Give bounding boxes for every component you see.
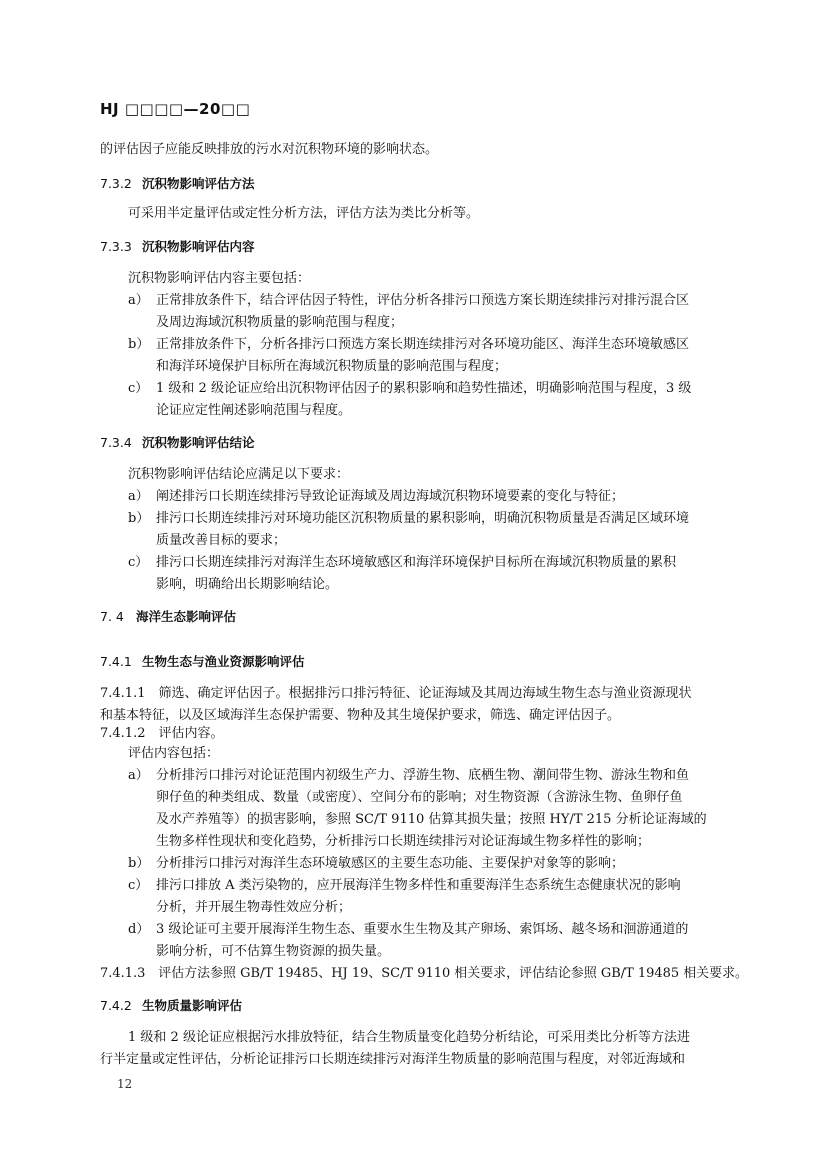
heading-7-3-3 bbox=[100, 238, 255, 256]
standard-code-header: HJ □□□□—20□□ bbox=[100, 100, 251, 118]
heading-title: 生物质量影响评估 bbox=[142, 998, 243, 1013]
list-item-b: b） 分析排污口排污对海洋生态环境敏感区的主要生态功能、主要保护对象等的影响； bbox=[128, 856, 625, 871]
paragraph-7-4-2-cont: 行半定量或定性评估，分析论证排污口长期连续排污对海洋生物质量的影响范围与程度，对邻近海域和 bbox=[100, 1052, 686, 1067]
clause-7-4-1-2: 7.4.1.2 评估内容。 bbox=[100, 726, 224, 741]
heading-7-4-2 bbox=[100, 997, 242, 1015]
list-item-b: b） 排污口长期连续排污对环境功能区沉积物质量的累积影响，明确沉积物质量是否满足区域环境 bbox=[128, 511, 690, 526]
list-item-c-cont: 论证应定性阐述影响范围与程度。 bbox=[156, 403, 352, 418]
list-item-c-cont: 分析，并开展生物毒性效应分析； bbox=[156, 900, 352, 915]
heading-number: 7. 4 bbox=[100, 609, 124, 624]
list-label: c） bbox=[128, 878, 149, 893]
clause-7-4-1-1-cont: 和基本特征，以及区域海洋生态保护需要、物种及其生境保护要求，筛选、确定评估因子。 bbox=[100, 708, 621, 723]
heading-number: 7.4.1 bbox=[100, 654, 132, 669]
clause-7-4-1-3: 7.4.1.3 评估方法参照 GB/T 19485、HJ 19、SC/T 9110 相关要求，评估结论参照 GB/T 19485 相关要求。 bbox=[100, 966, 748, 981]
heading-number: 7.3.3 bbox=[100, 239, 132, 254]
list-item-c: c） 排污口长期连续排污对海洋生态环境敏感区和海洋环境保护目标所在海域沉积物质量的累积 bbox=[128, 555, 677, 570]
list-item-a-cont: 及周边海域沉积物质量的影响范围与程度； bbox=[156, 315, 404, 330]
list-item-a-cont: 生物多样性现状和变化趋势，分析排污口长期连续排污对论证海域生物多样性的影响； bbox=[156, 834, 651, 849]
list-item-a-cont: 卵仔鱼的种类组成、数量（或密度）、空间分布的影响；对生物资源（含游泳生物、鱼卵仔鱼 bbox=[156, 790, 683, 805]
list-lead: 评估内容包括： bbox=[128, 746, 220, 761]
list-item-a: a） 阐述排污口长期连续排污导致论证海域及周边海域沉积物环境要素的变化与特征； bbox=[128, 489, 625, 504]
heading-title: 生物生态与渔业资源影响评估 bbox=[142, 654, 305, 669]
list-item-c: c） 排污口排放 A 类污染物的，应开展海洋生物多样性和重要海洋生态系统生态健康状况的影响 bbox=[128, 878, 681, 893]
list-label: c） bbox=[128, 555, 149, 570]
list-item-a-cont: 及水产养殖等）的损害影响，参照 SC/T 9110 估算其损失量；按照 HY/T 215 分析论证海域的 bbox=[156, 812, 707, 827]
list-item-a: a） 正常排放条件下，结合评估因子特性，评估分析各排污口预选方案长期连续排污对排污混合区 bbox=[128, 293, 690, 308]
heading-7-3-4 bbox=[100, 434, 255, 452]
list-label: b） bbox=[128, 511, 150, 526]
list-label: a） bbox=[128, 489, 149, 504]
paragraph-7-3-2: 可采用半定量评估或定性分析方法，评估方法为类比分析等。 bbox=[128, 206, 480, 221]
list-item-b-cont: 和海洋环境保护目标所在海域沉积物质量的影响范围与程度； bbox=[156, 359, 508, 374]
list-label: a） bbox=[128, 768, 149, 783]
heading-number: 7.3.4 bbox=[100, 435, 132, 450]
list-item-c: c） 1 级和 2 级论证应给出沉积物评估因子的累积影响和趋势性描述，明确影响范围与程度，3 级 bbox=[128, 381, 692, 396]
heading-title: 海洋生态影响评估 bbox=[136, 609, 237, 624]
heading-title: 沉积物影响评估结论 bbox=[142, 435, 255, 450]
heading-title: 沉积物影响评估方法 bbox=[142, 176, 255, 191]
heading-7-4 bbox=[100, 608, 236, 626]
list-item-a: a） 分析排污口排污对论证范围内初级生产力、浮游生物、底栖生物、潮间带生物、游泳生物和鱼 bbox=[128, 768, 690, 783]
list-label: b） bbox=[128, 856, 150, 871]
paragraph-7-4-2: 1 级和 2 级论证应根据污水排放特征，结合生物质量变化趋势分析结论，可采用类比分析等方法进 bbox=[128, 1030, 690, 1045]
clause-7-4-1-1: 7.4.1.1 筛选、确定评估因子。根据排污口排污特征、论证海域及其周边海域生物生态与渔业资源现状 bbox=[100, 686, 692, 701]
list-lead: 沉积物影响评估内容主要包括： bbox=[128, 271, 311, 286]
list-label: a） bbox=[128, 293, 149, 308]
list-item-b-cont: 质量改善目标的要求； bbox=[156, 533, 287, 548]
page-number: 12 bbox=[117, 1077, 133, 1091]
heading-number: 7.4.2 bbox=[100, 998, 132, 1013]
heading-7-4-1 bbox=[100, 653, 305, 671]
list-item-b: b） 正常排放条件下，分析各排污口预选方案长期连续排污对各环境功能区、海洋生态环境敏感区 bbox=[128, 337, 690, 352]
heading-title: 沉积物影响评估内容 bbox=[142, 239, 255, 254]
paragraph-intro: 的评估因子应能反映排放的污水对沉积物环境的影响状态。 bbox=[100, 142, 439, 157]
list-item-d-cont: 影响分析，可不估算生物资源的损失量。 bbox=[156, 944, 391, 959]
list-label: b） bbox=[128, 337, 150, 352]
list-lead: 沉积物影响评估结论应满足以下要求： bbox=[128, 467, 350, 482]
list-label: d） bbox=[128, 922, 150, 937]
heading-number: 7.3.2 bbox=[100, 176, 132, 191]
list-item-c-cont: 影响，明确给出长期影响结论。 bbox=[156, 577, 339, 592]
heading-7-3-2 bbox=[100, 175, 255, 193]
list-label: c） bbox=[128, 381, 149, 396]
list-item-d: d） 3 级论证可主要开展海洋生物生态、重要水生生物及其产卵场、索饵场、越冬场和洄游通道的 bbox=[128, 922, 689, 937]
